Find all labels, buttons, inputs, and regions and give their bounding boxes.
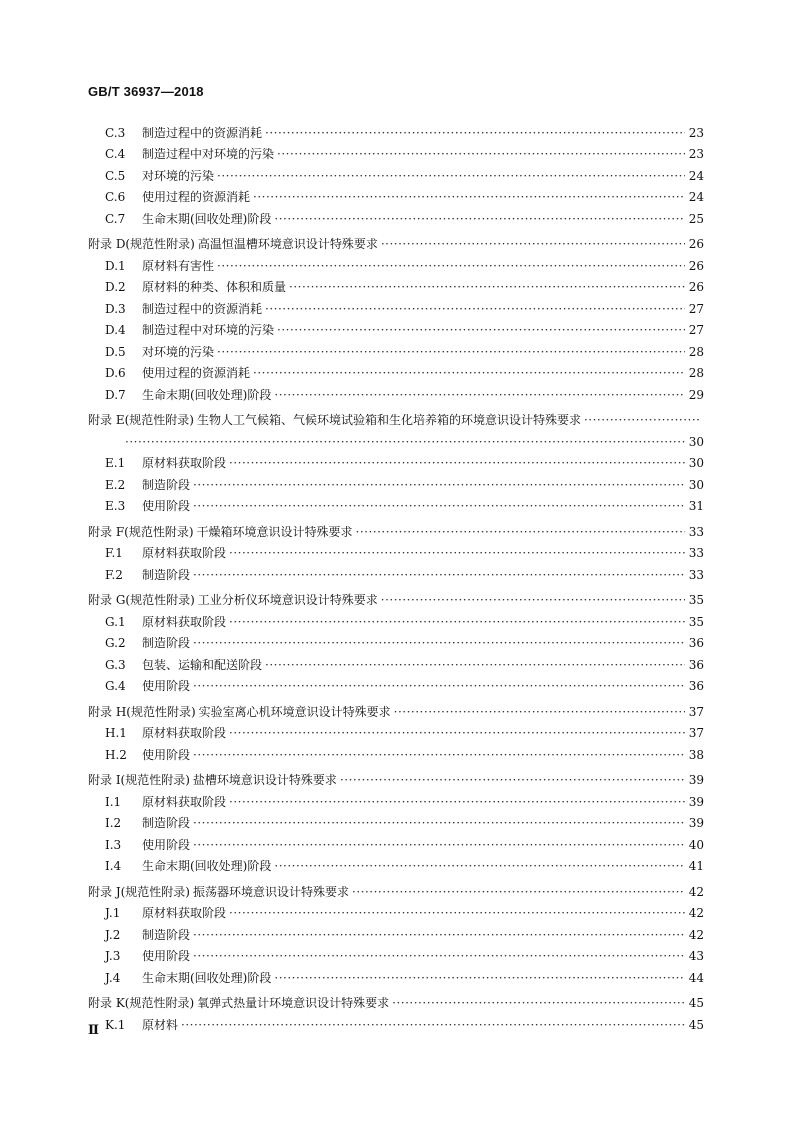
toc-entry-page: 30 bbox=[688, 477, 704, 492]
toc-entry-title: 使用过程的资源消耗 bbox=[142, 366, 251, 380]
toc-entry-label bbox=[105, 546, 226, 560]
toc-leader-dots bbox=[274, 212, 685, 226]
toc-leader-dots bbox=[253, 190, 685, 204]
toc-annex-entry[interactable] bbox=[88, 989, 704, 1011]
toc-entry-number: G.3 bbox=[105, 657, 126, 672]
toc-entry-label bbox=[105, 568, 190, 582]
toc-entry-title: 制造过程中的资源消耗 bbox=[142, 301, 263, 316]
toc-entry-page: 27 bbox=[688, 301, 704, 316]
toc-section-entry[interactable] bbox=[88, 449, 704, 471]
document-id: GB/T 36937—2018 bbox=[88, 84, 204, 99]
toc-entry-label bbox=[105, 838, 190, 852]
toc-section-entry[interactable] bbox=[88, 492, 704, 514]
toc-entry-number: C.6 bbox=[105, 190, 126, 204]
toc-entry-page: 35 bbox=[688, 614, 704, 629]
toc-entry-title: 使用阶段 bbox=[142, 747, 191, 762]
toc-entry-number: E.1 bbox=[105, 456, 126, 470]
toc-section-entry[interactable] bbox=[88, 118, 704, 140]
toc-entry-number: J.2 bbox=[105, 927, 121, 942]
toc-entry-number: D.6 bbox=[105, 366, 126, 380]
toc-entry-number: 附录 H(规范性附录) bbox=[88, 704, 196, 719]
toc-leader-dots bbox=[392, 996, 685, 1010]
toc-entry-number: 附录 G(规范性附录) bbox=[88, 593, 195, 607]
toc-section-entry[interactable] bbox=[88, 140, 704, 162]
toc-entry-title: 制造阶段 bbox=[142, 477, 191, 492]
toc-leader-dots bbox=[229, 906, 685, 920]
toc-entry-title: 盐槽环境意识设计特殊要求 bbox=[192, 773, 337, 787]
toc-entry-title: 制造阶段 bbox=[142, 927, 191, 942]
toc-section-entry[interactable] bbox=[88, 963, 704, 985]
toc-section-entry[interactable] bbox=[88, 470, 704, 492]
toc-entry-number: C.5 bbox=[105, 168, 126, 183]
toc-leader-dots bbox=[193, 928, 685, 942]
toc-entry-number: D.7 bbox=[105, 387, 126, 402]
toc-entry-label bbox=[88, 705, 391, 719]
toc-leader-dots bbox=[229, 795, 685, 809]
toc-leader-dots bbox=[181, 1018, 685, 1032]
toc-entry-page: 26 bbox=[688, 280, 704, 294]
toc-entry-page: 43 bbox=[688, 949, 704, 963]
toc-section-entry[interactable] bbox=[88, 920, 704, 942]
toc-entry-number: G.4 bbox=[105, 679, 126, 693]
toc-entry-label bbox=[105, 928, 190, 942]
toc-leader-dots bbox=[193, 478, 685, 492]
toc-entry-page: 39 bbox=[688, 794, 704, 809]
toc-entry-number: I.1 bbox=[105, 794, 122, 809]
toc-leader-dots bbox=[584, 413, 701, 427]
toc-entry-title: 使用阶段 bbox=[142, 837, 191, 852]
toc-entry-label bbox=[105, 323, 274, 337]
toc-entry-number: 附录 F(规范性附录) bbox=[88, 524, 194, 539]
toc-entry-label bbox=[105, 1018, 178, 1032]
toc-entry-number: H.2 bbox=[105, 747, 127, 762]
toc-section-entry[interactable] bbox=[88, 204, 704, 226]
toc-entry-title: 生命末期(回收处理)阶段 bbox=[142, 970, 272, 985]
toc-leader-dots bbox=[277, 147, 685, 161]
toc-leader-dots bbox=[217, 169, 685, 183]
toc-entry-label bbox=[105, 499, 190, 513]
toc-leader-dots bbox=[193, 949, 685, 963]
toc-leader-dots bbox=[193, 499, 685, 513]
toc-leader-dots bbox=[193, 838, 685, 852]
toc-annex-entry[interactable] bbox=[88, 766, 704, 788]
toc-entry-label bbox=[105, 456, 226, 470]
toc-entry-label bbox=[105, 748, 190, 762]
toc-entry-number: E.2 bbox=[105, 477, 126, 492]
toc-entry-title: 制造过程中对环境的污染 bbox=[142, 323, 275, 337]
toc-leader-dots bbox=[193, 679, 685, 693]
toc-entry-page: 41 bbox=[688, 859, 704, 873]
toc-leader-dots bbox=[265, 126, 685, 140]
toc-entry-number: C.3 bbox=[105, 125, 126, 140]
toc-section-entry[interactable] bbox=[88, 787, 704, 809]
toc-leader-dots bbox=[274, 388, 685, 402]
toc-section-entry[interactable] bbox=[88, 273, 704, 295]
toc-entry-label bbox=[105, 212, 271, 226]
toc-entry-title: 原材料获取阶段 bbox=[142, 456, 227, 470]
toc-leader-dots bbox=[217, 345, 685, 359]
toc-leader-dots bbox=[381, 593, 685, 607]
toc-section-entry[interactable] bbox=[88, 1010, 704, 1032]
toc-annex-entry[interactable] bbox=[88, 406, 704, 428]
toc-entry-number: I.3 bbox=[105, 837, 122, 852]
toc-entry-title: 使用过程的资源消耗 bbox=[142, 190, 251, 204]
toc-entry-title: 原材料获取阶段 bbox=[142, 906, 227, 920]
toc-entry-page: 42 bbox=[688, 884, 704, 899]
toc-entry-label bbox=[88, 773, 337, 787]
toc-entry-number: K.1 bbox=[105, 1017, 126, 1032]
toc-entry-title: 制造阶段 bbox=[142, 567, 191, 582]
toc-entry-label bbox=[88, 413, 581, 427]
toc-entry-number: G.1 bbox=[105, 614, 126, 629]
toc-entry-page: 31 bbox=[688, 499, 704, 513]
toc-entry-label bbox=[105, 190, 250, 204]
toc-entry-label bbox=[105, 636, 190, 650]
toc-entry-number: I.4 bbox=[105, 859, 122, 873]
toc-entry-title: 原材料获取阶段 bbox=[142, 546, 227, 560]
toc-leader-dots bbox=[289, 280, 685, 294]
toc-entry-title: 制造阶段 bbox=[142, 816, 191, 830]
toc-entry-label bbox=[88, 237, 378, 251]
toc-entry-title: 对环境的污染 bbox=[142, 344, 215, 359]
toc-entry-number: D.4 bbox=[105, 323, 126, 337]
toc-section-entry[interactable] bbox=[88, 294, 704, 316]
toc-entry-title: 生命末期(回收处理)阶段 bbox=[142, 211, 272, 226]
toc-entry-title: 原材料获取阶段 bbox=[142, 794, 227, 809]
toc-section-entry[interactable] bbox=[88, 560, 704, 582]
toc-entry-title: 原材料获取阶段 bbox=[142, 614, 227, 629]
toc-annex-entry[interactable] bbox=[88, 697, 704, 719]
toc-entry-title: 生物人工气候箱、气候环境试验箱和生化培养箱的环境意识设计特殊要求 bbox=[196, 413, 581, 427]
toc-entry-page: 24 bbox=[688, 168, 704, 183]
toc-entry-page: 27 bbox=[688, 323, 704, 337]
page-footer bbox=[88, 1022, 99, 1038]
toc-entry-title: 使用阶段 bbox=[142, 679, 191, 693]
toc-leader-dots bbox=[193, 816, 685, 830]
toc-leader-dots bbox=[193, 636, 685, 650]
toc-entry-number: 附录 K(规范性附录) bbox=[88, 996, 195, 1010]
toc-entry-label bbox=[105, 658, 262, 672]
toc-entry-number: 附录 J(规范性附录) bbox=[88, 884, 190, 899]
toc-entry-number: J.3 bbox=[105, 949, 121, 963]
toc-entry-label bbox=[105, 126, 262, 140]
toc-section-entry[interactable] bbox=[88, 809, 704, 831]
toc-entry-page: 36 bbox=[688, 657, 704, 672]
toc-entry-title: 工业分析仪环境意识设计特殊要求 bbox=[197, 593, 378, 607]
toc-entry-title: 原材料的种类、体积和质量 bbox=[142, 280, 287, 294]
toc-entry-number: 附录 D(规范性附录) bbox=[88, 237, 195, 251]
toc-entry-title: 原材料有害性 bbox=[142, 258, 215, 273]
toc-leader-dots bbox=[274, 971, 685, 985]
toc-entry-page: 25 bbox=[688, 211, 704, 226]
toc-entry-number: C.4 bbox=[105, 147, 126, 161]
toc-entry-number: D.2 bbox=[105, 280, 126, 294]
toc-entry-number: I.2 bbox=[105, 816, 122, 830]
toc-entry-page: 38 bbox=[688, 747, 704, 762]
toc-entry-label bbox=[105, 388, 271, 402]
toc-entry-label bbox=[88, 885, 349, 899]
toc-section-entry[interactable] bbox=[88, 899, 704, 921]
toc-section-entry[interactable] bbox=[88, 539, 704, 561]
toc-entry-page: 26 bbox=[688, 258, 704, 273]
table-of-contents bbox=[88, 118, 704, 1032]
toc-entry-page: 23 bbox=[688, 147, 704, 161]
toc-leader-dots bbox=[229, 726, 685, 740]
toc-entry-title: 原材料 bbox=[142, 1017, 179, 1032]
toc-entry-page: 45 bbox=[688, 996, 704, 1010]
toc-section-entry[interactable] bbox=[88, 629, 704, 651]
toc-leader-dots bbox=[394, 705, 685, 719]
toc-annex-entry[interactable] bbox=[88, 517, 704, 539]
toc-entry-page: 39 bbox=[688, 816, 704, 830]
toc-entry-label bbox=[105, 366, 250, 380]
toc-entry-title: 使用阶段 bbox=[142, 499, 191, 513]
toc-entry-label bbox=[105, 906, 226, 920]
toc-entry-page: 30 bbox=[688, 456, 704, 470]
toc-section-entry[interactable] bbox=[88, 183, 704, 205]
toc-leader-dots bbox=[217, 259, 685, 273]
toc-entry-title: 制造阶段 bbox=[142, 636, 191, 650]
toc-entry-page: 30 bbox=[688, 434, 704, 449]
toc-entry-number: D.1 bbox=[105, 258, 126, 273]
toc-entry-label bbox=[105, 259, 214, 273]
toc-entry-number: G.2 bbox=[105, 636, 126, 650]
toc-entry-title: 高温恒温槽环境意识设计特殊要求 bbox=[197, 237, 378, 251]
toc-entry-page: 29 bbox=[688, 387, 704, 402]
toc-entry-number: J.4 bbox=[105, 970, 121, 985]
toc-entry-title: 制造过程中的资源消耗 bbox=[142, 125, 263, 140]
toc-section-entry[interactable] bbox=[88, 380, 704, 402]
toc-entry-page: 39 bbox=[688, 773, 704, 787]
toc-leader-dots bbox=[381, 237, 685, 251]
toc-section-entry[interactable] bbox=[88, 852, 704, 874]
toc-entry-number: C.7 bbox=[105, 211, 126, 226]
toc-entry-page: 42 bbox=[688, 927, 704, 942]
toc-entry-page: 28 bbox=[688, 344, 704, 359]
toc-leader-dots bbox=[265, 302, 685, 316]
toc-entry-label bbox=[105, 795, 226, 809]
toc-section-entry[interactable] bbox=[88, 719, 704, 741]
toc-section-entry[interactable] bbox=[88, 672, 704, 694]
toc-entry-number: 附录 I(规范性附录) bbox=[88, 773, 190, 787]
toc-entry-label bbox=[105, 147, 274, 161]
toc-entry-title: 使用阶段 bbox=[142, 949, 191, 963]
page-number: Ⅱ bbox=[88, 1022, 99, 1037]
toc-leader-dots bbox=[352, 885, 685, 899]
toc-entry-title: 对环境的污染 bbox=[142, 168, 215, 183]
toc-entry-title: 振荡器环境意识设计特殊要求 bbox=[193, 884, 350, 899]
toc-leader-dots bbox=[274, 859, 685, 873]
toc-entry-number: F.2 bbox=[105, 567, 123, 582]
toc-section-entry[interactable] bbox=[88, 316, 704, 338]
toc-entry-title: 原材料获取阶段 bbox=[142, 726, 227, 740]
toc-entry-label bbox=[105, 971, 271, 985]
toc-entry-label bbox=[105, 478, 190, 492]
toc-entry-page: 36 bbox=[688, 636, 704, 650]
toc-entry-label bbox=[105, 726, 226, 740]
toc-leader-dots bbox=[193, 748, 685, 762]
toc-leader-dots bbox=[125, 435, 685, 449]
toc-entry-number: J.1 bbox=[105, 906, 121, 920]
toc-entry-page: 44 bbox=[688, 970, 704, 985]
document-header bbox=[88, 84, 204, 99]
toc-annex-entry[interactable] bbox=[88, 427, 704, 449]
toc-leader-dots bbox=[265, 658, 685, 672]
toc-entry-number: D.3 bbox=[105, 301, 126, 316]
toc-leader-dots bbox=[229, 546, 685, 560]
toc-leader-dots bbox=[277, 323, 685, 337]
toc-entry-page: 23 bbox=[688, 125, 704, 140]
toc-leader-dots bbox=[229, 615, 685, 629]
toc-entry-page: 37 bbox=[688, 704, 704, 719]
toc-entry-label bbox=[105, 345, 214, 359]
toc-entry-page: 33 bbox=[688, 524, 704, 539]
toc-section-entry[interactable] bbox=[88, 740, 704, 762]
toc-entry-title: 制造过程中对环境的污染 bbox=[142, 147, 275, 161]
toc-entry-page: 28 bbox=[688, 366, 704, 380]
toc-entry-label bbox=[105, 816, 190, 830]
toc-section-entry[interactable] bbox=[88, 650, 704, 672]
toc-entry-label bbox=[105, 949, 190, 963]
toc-entry-label bbox=[88, 525, 353, 539]
toc-leader-dots bbox=[229, 456, 685, 470]
toc-section-entry[interactable] bbox=[88, 251, 704, 273]
toc-entry-number: E.3 bbox=[105, 499, 126, 513]
toc-entry-page: 26 bbox=[688, 237, 704, 251]
toc-entry-title: 包装、运输和配送阶段 bbox=[142, 657, 263, 672]
toc-entry-page: 33 bbox=[688, 567, 704, 582]
toc-leader-dots bbox=[193, 568, 685, 582]
toc-entry-page: 40 bbox=[688, 837, 704, 852]
toc-entry-title: 生命末期(回收处理)阶段 bbox=[142, 387, 272, 402]
toc-leader-dots bbox=[253, 366, 685, 380]
toc-section-entry[interactable] bbox=[88, 830, 704, 852]
toc-entry-title: 干燥箱环境意识设计特殊要求 bbox=[196, 524, 353, 539]
toc-entry-title: 生命末期(回收处理)阶段 bbox=[142, 859, 272, 873]
toc-entry-number: F.1 bbox=[105, 546, 123, 560]
toc-entry-label bbox=[105, 859, 271, 873]
toc-entry-page: 33 bbox=[688, 546, 704, 560]
toc-entry-page: 45 bbox=[688, 1017, 704, 1032]
toc-entry-page: 37 bbox=[688, 726, 704, 740]
toc-section-entry[interactable] bbox=[88, 337, 704, 359]
toc-entry-number: H.1 bbox=[105, 726, 127, 740]
toc-entry-label bbox=[105, 615, 226, 629]
toc-annex-entry[interactable] bbox=[88, 877, 704, 899]
toc-entry-number: D.5 bbox=[105, 344, 126, 359]
toc-section-entry[interactable] bbox=[88, 942, 704, 964]
toc-annex-entry[interactable] bbox=[88, 230, 704, 252]
toc-section-entry[interactable] bbox=[88, 607, 704, 629]
toc-entry-number: 附录 E(规范性附录) bbox=[88, 413, 194, 427]
toc-entry-title: 实验室离心机环境意识设计特殊要求 bbox=[198, 704, 391, 719]
toc-entry-page: 36 bbox=[688, 679, 704, 693]
toc-entry-label bbox=[105, 302, 262, 316]
toc-section-entry[interactable] bbox=[88, 161, 704, 183]
toc-leader-dots bbox=[356, 525, 685, 539]
toc-section-entry[interactable] bbox=[88, 359, 704, 381]
toc-entry-page: 42 bbox=[688, 906, 704, 920]
toc-entry-label bbox=[105, 679, 190, 693]
toc-entry-page: 24 bbox=[688, 190, 704, 204]
toc-entry-title: 氧弹式热量计环境意识设计特殊要求 bbox=[197, 996, 390, 1010]
toc-entry-label bbox=[88, 593, 378, 607]
toc-entry-page: 35 bbox=[688, 593, 704, 607]
toc-leader-dots bbox=[340, 773, 685, 787]
toc-entry-label bbox=[105, 169, 214, 183]
toc-annex-entry[interactable] bbox=[88, 586, 704, 608]
toc-entry-label bbox=[105, 280, 286, 294]
toc-entry-label bbox=[88, 996, 389, 1010]
